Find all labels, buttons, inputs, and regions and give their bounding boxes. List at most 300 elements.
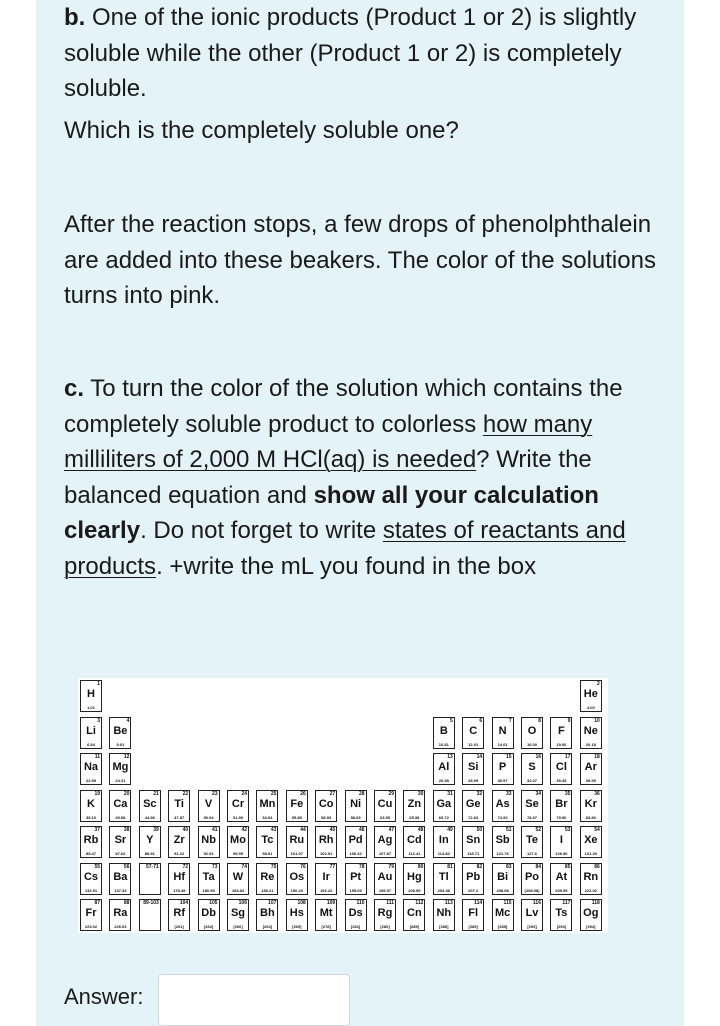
- atomic-number: 7: [508, 717, 512, 724]
- element-cell-tl: [433, 863, 455, 895]
- element-symbol: B: [439, 724, 448, 737]
- element-cell-po: [521, 863, 543, 895]
- atomic-number: 46: [359, 827, 365, 833]
- element-symbol: Zn: [407, 797, 422, 810]
- element-symbol: Cl: [555, 761, 567, 773]
- element-symbol: Sn: [466, 834, 481, 846]
- element-symbol: Rh: [318, 834, 334, 846]
- element-symbol: Rg: [377, 907, 393, 919]
- atomic-number: 55: [94, 863, 100, 870]
- atomic-mass: 47.87: [174, 814, 185, 820]
- atomic-number: 49: [447, 827, 453, 833]
- atomic-number: 52: [535, 827, 541, 833]
- atomic-number: 117: [562, 900, 571, 906]
- atomic-number: 21: [153, 790, 159, 797]
- atomic-number: 57-71: [146, 863, 159, 870]
- element-cell-se: [521, 790, 543, 822]
- element-cell-te: [521, 826, 543, 858]
- element-cell-si: [462, 753, 484, 785]
- element-cell-h: [80, 680, 102, 712]
- element-symbol: Fe: [290, 797, 304, 810]
- element-cell-rb: [80, 826, 102, 858]
- element-symbol: Ni: [350, 797, 362, 810]
- atomic-mass: 178.49: [173, 887, 186, 893]
- atomic-mass: [294]: [556, 924, 567, 929]
- atomic-mass: 127.6: [526, 851, 537, 856]
- atomic-number: 37: [94, 827, 100, 833]
- element-cell-sr: [109, 826, 131, 858]
- atomic-number: 104: [179, 900, 189, 906]
- atomic-number: 113: [444, 900, 453, 906]
- atomic-number: 116: [532, 900, 541, 906]
- element-cell-n: [492, 717, 514, 749]
- atomic-mass: [266]: [233, 924, 243, 929]
- atomic-number: 6: [479, 717, 483, 724]
- element-symbol: Nh: [436, 907, 452, 919]
- atomic-mass: 204.38: [437, 887, 450, 893]
- element-cell-mo: [227, 826, 249, 858]
- atomic-number: 53: [564, 827, 571, 833]
- element-symbol: Cs: [83, 870, 99, 883]
- atomic-number: 81: [447, 863, 453, 870]
- atomic-number: 89-103: [143, 900, 159, 906]
- atomic-number: 17: [564, 754, 571, 760]
- atomic-mass: 54.94: [262, 814, 273, 820]
- atomic-number: 38: [123, 827, 130, 833]
- part-c-statement: [64, 371, 664, 584]
- element-cell-at: [550, 863, 572, 895]
- element-cell-sg: [227, 899, 249, 931]
- atomic-mass: [293]: [527, 924, 537, 929]
- atomic-number: 118: [591, 900, 600, 906]
- element-symbol: Po: [524, 870, 540, 883]
- part-c-text-3: . Do not forget to write: [140, 517, 383, 544]
- atomic-mass: 20.18: [585, 741, 596, 747]
- atomic-mass: 32.07: [526, 778, 537, 783]
- element-cell-ts: [550, 899, 572, 931]
- atomic-number: 27: [329, 790, 336, 797]
- element-symbol: Pb: [466, 870, 481, 883]
- atomic-number: 86: [594, 863, 600, 870]
- atomic-number: 15: [506, 754, 512, 760]
- atomic-number: 83: [506, 863, 512, 870]
- atomic-number: 5: [450, 717, 453, 724]
- element-cell-cl: [550, 753, 572, 785]
- element-symbol: Be: [113, 724, 128, 737]
- atomic-number: 45: [329, 827, 336, 833]
- element-symbol: Si: [467, 761, 479, 773]
- element-cell-p: [492, 753, 514, 785]
- atomic-mass: [289]: [497, 924, 508, 929]
- element-symbol: Xe: [584, 834, 598, 846]
- element-cell-ba: [109, 863, 131, 895]
- part-c-bold-calculation: show all your calculation clearly: [64, 481, 599, 544]
- atomic-number: 40: [182, 827, 189, 833]
- element-cell-sc: [139, 790, 161, 822]
- element-symbol: Mg: [112, 761, 129, 773]
- atomic-number: 78: [359, 863, 365, 870]
- atomic-number: 25: [270, 790, 277, 797]
- element-cell-cd: [403, 826, 425, 858]
- element-cell-s: [521, 753, 543, 785]
- element-symbol: Sg: [230, 907, 246, 919]
- element-cell-be: [109, 717, 131, 749]
- atomic-number: 39: [153, 827, 159, 833]
- element-symbol: Ti: [174, 797, 184, 810]
- element-cell-ir: [315, 863, 337, 895]
- element-symbol: Co: [318, 797, 334, 810]
- element-symbol: Ra: [113, 907, 128, 919]
- element-cell-ti: [168, 790, 190, 822]
- atomic-mass: 16.00: [526, 741, 537, 747]
- element-cell-cu: [374, 790, 396, 822]
- atomic-mass: 14.01: [497, 741, 508, 747]
- atomic-mass: 91.22: [174, 851, 185, 856]
- atomic-mass: 72.63: [468, 814, 479, 820]
- atomic-number: 1: [97, 681, 100, 687]
- element-symbol: Ru: [289, 834, 305, 846]
- atomic-number: 30: [417, 790, 424, 797]
- atomic-number: 36: [594, 790, 600, 797]
- element-symbol: Bh: [260, 907, 275, 919]
- element-symbol: S: [528, 761, 536, 773]
- element-cell-f: [550, 717, 572, 749]
- element-cell-hs: [286, 899, 308, 931]
- element-cell-bi: [492, 863, 514, 895]
- atomic-number: 54: [594, 827, 600, 833]
- part-c-text-1: To turn the color of the solution which contains the completely soluble product to colorless: [64, 375, 623, 438]
- atomic-mass: [280]: [380, 924, 390, 929]
- atomic-number: 114: [474, 900, 483, 906]
- atomic-number: 85: [564, 863, 571, 870]
- element-symbol: Rb: [83, 834, 99, 846]
- atomic-number: 77: [329, 863, 336, 870]
- element-cell-rn: [580, 863, 602, 895]
- answer-label: Answer:: [64, 984, 144, 1009]
- element-symbol: Te: [525, 834, 539, 846]
- atomic-mass: 44.96: [144, 814, 155, 820]
- atomic-mass: 209.99: [555, 887, 568, 893]
- element-symbol: Db: [201, 907, 216, 919]
- atomic-number: 73: [212, 863, 218, 870]
- element-cell-sb: [492, 826, 514, 858]
- atomic-number: 33: [506, 790, 512, 797]
- atomic-mass: 95.95: [232, 851, 243, 856]
- atomic-mass: 195.09: [349, 887, 362, 893]
- element-symbol: At: [555, 870, 568, 883]
- element-cell-sn: [462, 826, 484, 858]
- part-c-underlined-hcl: how many milliliters of 2,000 M HCl(aq) is needed: [64, 410, 593, 473]
- element-cell-co: [315, 790, 337, 822]
- element-symbol: He: [583, 688, 598, 700]
- element-symbol: Nb: [201, 834, 216, 846]
- element-symbol: Ba: [113, 870, 128, 883]
- atomic-number: 26: [300, 790, 306, 797]
- atomic-number: 87: [94, 900, 100, 906]
- element-symbol: Zr: [173, 834, 185, 846]
- element-symbol: Hs: [289, 907, 304, 919]
- element-cell-pb: [462, 863, 484, 895]
- atomic-mass: 200.59: [408, 887, 421, 893]
- atomic-number: 79: [388, 863, 394, 870]
- atomic-mass: 69.72: [438, 814, 449, 820]
- element-symbol: Re: [260, 870, 275, 883]
- atomic-mass: [278]: [321, 924, 331, 929]
- element-symbol: As: [495, 797, 510, 810]
- element-cell-fr: [80, 899, 102, 931]
- element-cell-ag: [374, 826, 396, 858]
- element-cell-tc: [256, 826, 278, 858]
- atomic-mass: 10.81: [438, 741, 449, 747]
- atomic-mass: 39.10: [85, 814, 96, 820]
- element-symbol: Ne: [583, 724, 598, 737]
- element-symbol: Ts: [555, 907, 568, 919]
- atomic-mass: 30.97: [497, 778, 508, 783]
- atomic-number: 56: [123, 863, 130, 870]
- part-c-label: c.: [64, 375, 85, 402]
- element-cell-zr: [168, 826, 190, 858]
- element-symbol: Ta: [202, 870, 215, 883]
- atomic-number: 47: [388, 827, 394, 833]
- atomic-number: 43: [270, 827, 277, 833]
- atomic-mass: 223.02: [84, 924, 98, 929]
- element-cell-au: [374, 863, 396, 895]
- atomic-number: 51: [506, 827, 512, 833]
- atomic-mass: [262]: [203, 924, 214, 929]
- atomic-number: 72: [182, 863, 189, 870]
- atomic-mass: 112.41: [408, 851, 421, 856]
- element-cell-xe: [580, 826, 602, 858]
- atomic-number: 76: [300, 863, 306, 870]
- atomic-number: 22: [182, 790, 189, 797]
- element-cell-v: [198, 790, 220, 822]
- element-cell-ge: [462, 790, 484, 822]
- element-cell-y: [139, 826, 161, 858]
- atomic-mass: 98.91: [262, 851, 273, 856]
- element-cell-c: [462, 717, 484, 749]
- element-cell-ni: [345, 790, 367, 822]
- element-symbol: Mt: [319, 907, 333, 919]
- element-cell-og: [580, 899, 602, 931]
- atomic-mass: (208.98): [524, 887, 540, 893]
- atomic-number: 31: [447, 790, 453, 797]
- element-symbol: Sb: [495, 834, 510, 846]
- element-cell-placeholder: [139, 863, 161, 895]
- element-symbol: Kr: [584, 797, 597, 810]
- atomic-number: 13: [447, 754, 453, 760]
- element-cell-al: [433, 753, 455, 785]
- atomic-mass: 78.97: [526, 814, 537, 820]
- atomic-number: 110: [356, 900, 365, 906]
- atomic-mass: [286]: [439, 924, 449, 929]
- element-cell-ga: [433, 790, 455, 822]
- element-symbol: W: [232, 870, 244, 883]
- element-symbol: Hg: [407, 870, 422, 883]
- element-symbol: Ga: [436, 797, 452, 810]
- atomic-number: 11: [94, 754, 100, 760]
- atomic-mass: 12.01: [468, 741, 479, 747]
- element-cell-ne: [580, 717, 602, 749]
- atomic-number: 82: [476, 863, 483, 870]
- atomic-mass: 208.98: [496, 887, 509, 893]
- atomic-mass: 106.42: [349, 851, 362, 856]
- atomic-mass: 192.22: [320, 887, 333, 893]
- atomic-mass: [289]: [468, 924, 478, 929]
- element-symbol: V: [204, 797, 213, 810]
- atomic-mass: 118.71: [467, 851, 480, 856]
- part-c-text-4: . +write the mL you found in the box: [156, 552, 537, 580]
- answer-input[interactable]: [158, 974, 350, 1026]
- element-symbol: Ag: [377, 834, 393, 846]
- atomic-number: 24: [241, 790, 247, 797]
- atomic-mass: 186.21: [261, 887, 274, 893]
- atomic-number: 18: [594, 754, 600, 760]
- part-b-statement: [64, 0, 664, 107]
- atomic-mass: 24.31: [115, 778, 126, 783]
- element-cell-ds: [345, 899, 367, 931]
- element-symbol: N: [498, 724, 507, 737]
- atomic-number: 84: [535, 863, 541, 870]
- element-cell-db: [198, 899, 220, 931]
- atomic-number: 4: [126, 717, 130, 724]
- atomic-mass: 74.92: [497, 814, 508, 820]
- element-symbol: Sc: [143, 797, 157, 810]
- element-cell-pd: [345, 826, 367, 858]
- atomic-mass: 19.00: [556, 741, 567, 747]
- atomic-number: 16: [535, 754, 541, 760]
- element-symbol: Na: [83, 761, 99, 773]
- element-cell-i: [550, 826, 572, 858]
- atomic-mass: 114.82: [437, 851, 450, 856]
- element-cell-ca: [109, 790, 131, 822]
- element-cell-re: [256, 863, 278, 895]
- element-symbol: Hf: [173, 870, 185, 883]
- atomic-number: 109: [326, 900, 336, 906]
- part-c-underlined-states: states of reactants and products: [64, 517, 626, 580]
- reaction-note: After the reaction stops, a few drops of phenolphthalein are added into these beakers. The color of the solutions turns into pink.: [64, 211, 656, 309]
- element-symbol: Ge: [465, 797, 481, 810]
- element-cell-cs: [80, 863, 102, 895]
- element-symbol: Cd: [407, 834, 422, 846]
- atomic-mass: 107.87: [378, 851, 392, 856]
- element-symbol: Y: [146, 834, 154, 846]
- element-symbol: Og: [583, 907, 599, 919]
- element-cell-bh: [256, 899, 278, 931]
- element-symbol: Pd: [348, 834, 363, 846]
- atomic-number: 44: [300, 827, 306, 833]
- element-cell-placeholder: [139, 899, 161, 931]
- atomic-mass: 58.93: [321, 814, 332, 820]
- element-cell-rg: [374, 899, 396, 931]
- element-cell-w: [227, 863, 249, 895]
- element-symbol: Pt: [350, 870, 362, 883]
- atomic-mass: 222.02: [584, 887, 597, 893]
- atomic-mass: 6.94: [87, 741, 95, 747]
- element-symbol: Bi: [497, 870, 509, 883]
- atomic-mass: 190.23: [290, 887, 303, 893]
- atomic-number: 28: [359, 790, 365, 797]
- atomic-mass: 50.94: [203, 814, 214, 820]
- atomic-mass: [281]: [350, 924, 361, 929]
- atomic-number: 108: [297, 900, 306, 906]
- element-symbol: Se: [525, 797, 539, 810]
- atomic-mass: 132.91: [84, 887, 98, 893]
- element-symbol: O: [527, 724, 537, 737]
- atomic-number: 50: [476, 827, 483, 833]
- atomic-mass: 226.03: [114, 924, 127, 929]
- atomic-mass: 58.69: [350, 814, 361, 820]
- atomic-mass: 83.80: [585, 814, 596, 820]
- element-cell-mn: [256, 790, 278, 822]
- part-b-label: b.: [64, 4, 86, 31]
- atomic-mass: 88.91: [144, 851, 155, 856]
- atomic-mass: 180.95: [202, 887, 215, 893]
- atomic-number: 42: [241, 827, 247, 833]
- element-cell-rh: [315, 826, 337, 858]
- element-cell-na: [80, 753, 102, 785]
- atomic-number: 115: [503, 900, 512, 906]
- element-cell-fl: [462, 899, 484, 931]
- element-symbol: Os: [289, 870, 305, 883]
- atomic-mass: 9.01: [116, 741, 125, 747]
- atomic-mass: 35.45: [556, 778, 567, 783]
- atomic-mass: 26.98: [438, 778, 449, 783]
- atomic-number: 80: [417, 863, 424, 870]
- element-cell-o: [521, 717, 543, 749]
- element-cell-he: [580, 680, 602, 712]
- element-cell-os: [286, 863, 308, 895]
- element-cell-b: [433, 717, 455, 749]
- element-symbol: In: [438, 834, 449, 846]
- element-symbol: Cn: [407, 907, 422, 919]
- element-symbol: F: [558, 724, 565, 737]
- atomic-number: 8: [538, 717, 541, 724]
- atomic-mass: 28.09: [468, 778, 479, 783]
- element-symbol: Sr: [114, 834, 127, 846]
- element-cell-li: [80, 717, 102, 749]
- atomic-mass: 40.08: [115, 814, 126, 820]
- atomic-number: 3: [97, 717, 100, 724]
- element-symbol: Cu: [377, 797, 393, 810]
- atomic-mass: 65.38: [409, 814, 420, 820]
- element-symbol: Mc: [494, 907, 511, 919]
- atomic-number: 105: [209, 900, 218, 906]
- element-symbol: I: [559, 834, 563, 846]
- atomic-mass: [269]: [292, 924, 302, 929]
- atomic-mass: 126.90: [555, 851, 568, 856]
- atomic-mass: 196.97: [378, 887, 392, 893]
- atomic-mass: [261]: [174, 924, 184, 929]
- periodic-table: [78, 678, 608, 933]
- atomic-number: 107: [268, 900, 277, 906]
- element-symbol: Ds: [348, 907, 363, 919]
- element-symbol: Lv: [525, 907, 539, 919]
- element-symbol: Br: [555, 797, 568, 810]
- atomic-mass: 207.2: [468, 887, 479, 893]
- element-symbol: Fl: [468, 907, 479, 919]
- atomic-number: 48: [417, 827, 424, 833]
- element-symbol: Tl: [438, 870, 449, 883]
- atomic-number: 12: [123, 754, 130, 760]
- element-cell-mt: [315, 899, 337, 931]
- atomic-number: 35: [564, 790, 571, 797]
- element-cell-mg: [109, 753, 131, 785]
- element-symbol: C: [469, 724, 478, 737]
- element-cell-as: [492, 790, 514, 822]
- atomic-mass: 92.91: [203, 851, 214, 856]
- atomic-mass: 55.85: [291, 814, 302, 820]
- part-b-text: One of the ionic products (Product 1 or 2) is slightly soluble while the other (Product 1 or 2) is completely soluble.: [64, 4, 637, 102]
